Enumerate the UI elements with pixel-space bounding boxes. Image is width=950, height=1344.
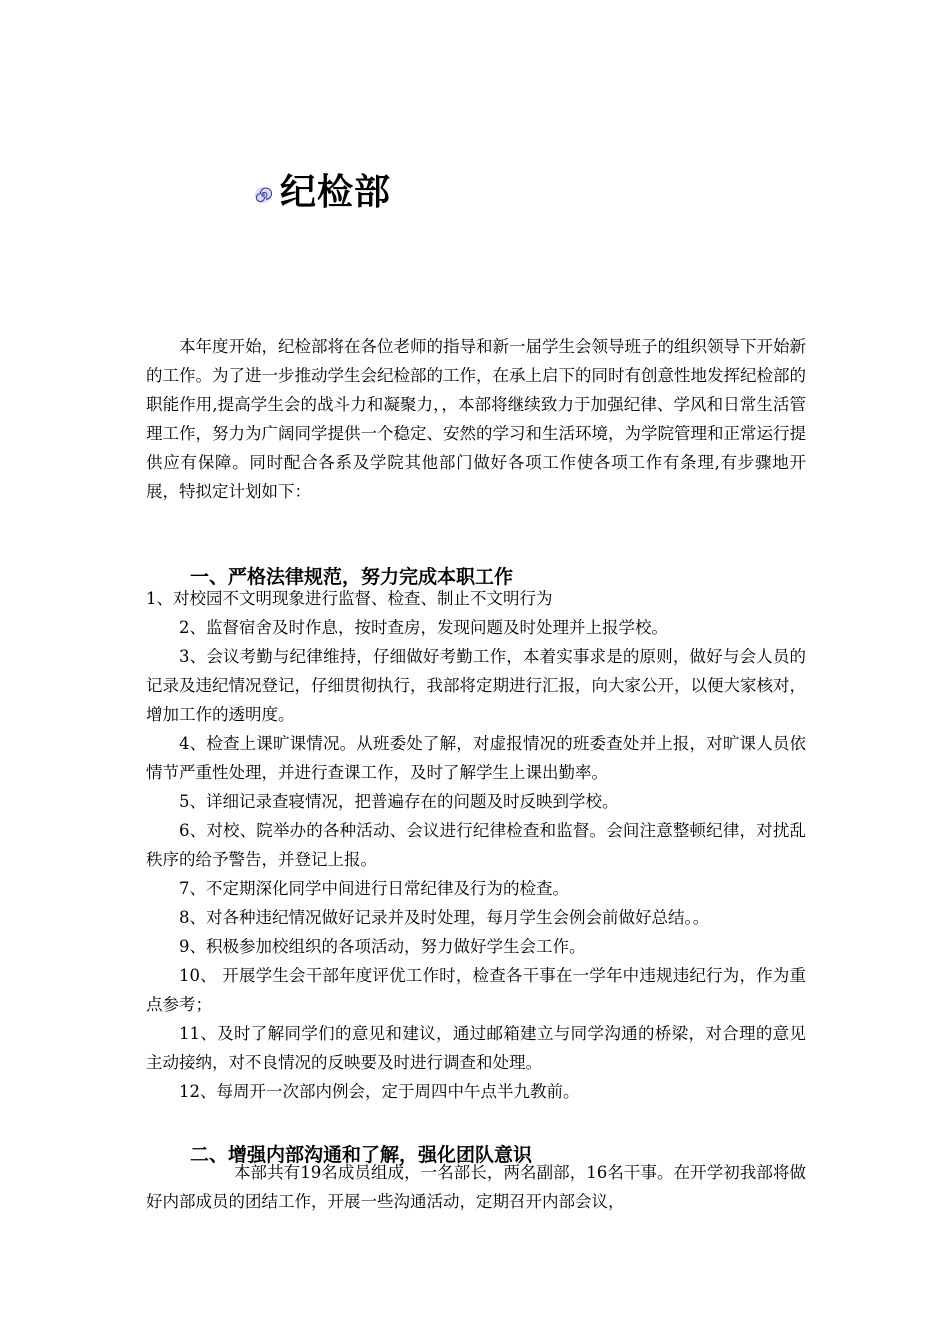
- list-item: 5、详细记录查寝情况，把普遍存在的问题及时反映到学校。: [179, 792, 619, 811]
- list-item: 6、对校、院举办的各种活动、会议进行纪律检查和监督。会间注意整顿纪律，对扰乱秩序的给予警告，并登记上报。: [146, 821, 806, 869]
- list-item: 9、积极参加校组织的各项活动，努力做好学生会工作。: [179, 937, 586, 956]
- list-item: 4、检查上课旷课情况。从班委处了解，对虚报情况的班委查处并上报，对旷课人员依情节严重性处理，并进行查课工作，及时了解学生上课出勤率。: [146, 734, 806, 782]
- section1-list: [146, 584, 806, 1106]
- section2-heading: 二、增强内部沟通和了解，强化团队意识: [190, 1144, 533, 1166]
- list-item: 8、对各种违纪情况做好记录并及时处理，每月学生会例会前做好总结。。: [179, 908, 710, 927]
- intro-block: [146, 332, 806, 506]
- list-item: 1、对校园不文明现象进行监督、检查、制止不文明行为: [146, 589, 553, 608]
- section1-heading: 一、严格法律规范，努力完成本职工作: [190, 566, 514, 588]
- list-item: 2、监督宿舍及时作息，按时查房，发现问题及时处理并上报学校。: [179, 618, 668, 637]
- list-item: 11、及时了解同学们的意见和建议，通过邮箱建立与同学沟通的桥梁，对合理的意见主动接纳，对不良情况的反映要及时进行调查和处理。: [146, 1024, 806, 1072]
- intro-paragraph: 本年度开始，纪检部将在各位老师的指导和新一届学生会领导班子的组织领导下开始新的工作。为了进一步推动学生会纪检部的工作，在承上启下的同时有创意性地发挥纪检部的职能作用,提高学生会的战斗力和凝聚力，，本部将继续致力于加强纪律、学风和日常生活管理工作，努力为广阔同学提供一个稳定、安然的学习和生活环境，为学院管理和正常运行提供应有保障。同时配合各系及学院其他部门做好各项工作使各项工作有条理,有步骤地开展，特拟定计划如下：: [146, 337, 806, 501]
- page-title: 纪检部: [280, 172, 392, 213]
- list-item: 7、不定期深化同学中间进行日常纪律及行为的检查。: [179, 879, 569, 898]
- spiral-bullet-icon: [254, 186, 272, 204]
- list-item: 12、每周开一次部内例会，定于周四中午点半九教前。: [179, 1082, 580, 1101]
- section2-block: [146, 1158, 806, 1216]
- section2-paragraph: 本部共有19名成员组成，一名部长，两名副部，16名干事。在开学初我部将做好内部成员的团结工作，开展一些沟通活动，定期召开内部会议，: [146, 1163, 806, 1211]
- list-item: 3、会议考勤与纪律维持，仔细做好考勤工作，本着实事求是的原则，做好与会人员的记录及违纪情况登记，仔细贯彻执行，我部将定期进行汇报，向大家公开，以便大家核对，增加工作的透明度。: [146, 647, 806, 724]
- list-item: 10、 开展学生会干部年度评优工作时，检查各干事在一学年中违规违纪行为，作为重点参考；: [146, 966, 806, 1014]
- title-block: [254, 164, 391, 215]
